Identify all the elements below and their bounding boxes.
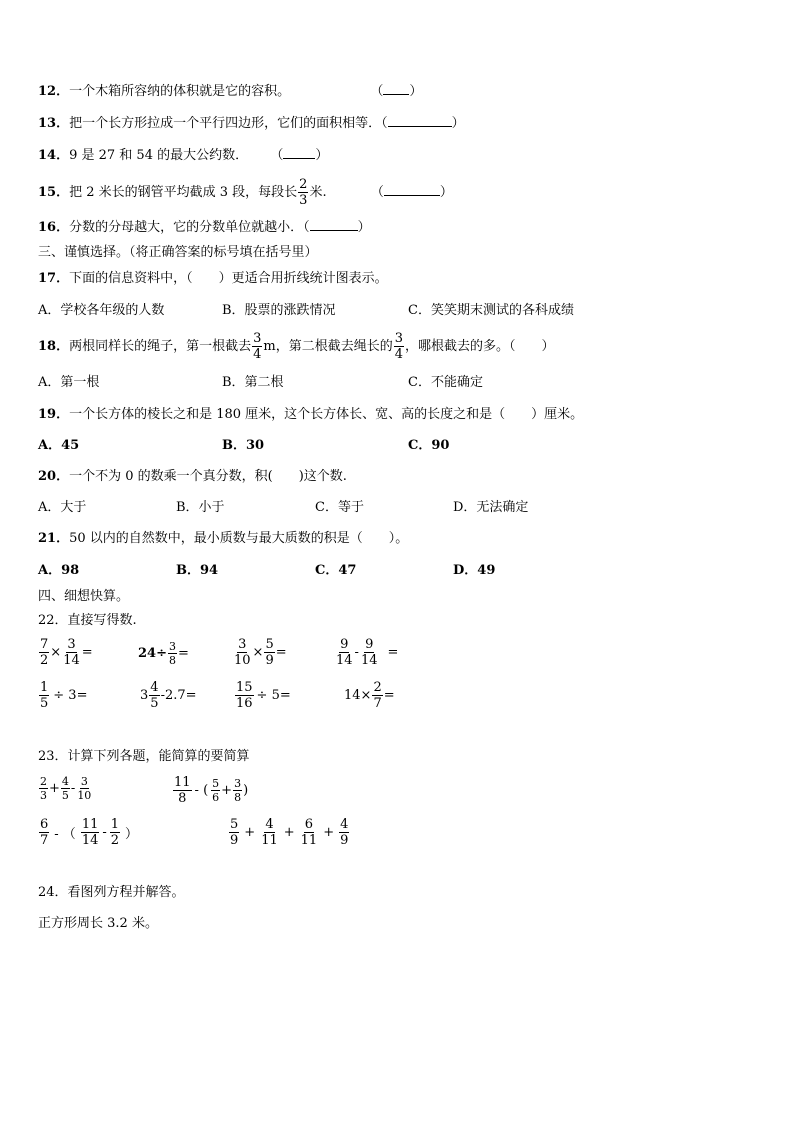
- question-number: 15．: [38, 185, 70, 200]
- fraction: $\frac{3}{4}$: [253, 331, 262, 362]
- question-14: 14．9 是 27 和 54 的最大公约数． （ ）: [38, 148, 329, 163]
- option-c[interactable]: C．不能确定: [408, 375, 483, 390]
- question-21: [38, 530, 408, 548]
- question-text: 一个不为 0 的数乘一个真分数，积( )这个数.: [69, 469, 347, 484]
- question-15: 15．把 2 米长的钢管平均截成 3 段，每段长 $\frac{2}{3}$ 米. （ ）: [38, 177, 453, 208]
- option-a[interactable]: A．学校各年级的人数: [38, 303, 165, 318]
- option-d[interactable]: D．49: [453, 563, 496, 578]
- option-b[interactable]: B．94: [176, 563, 219, 578]
- question-18: 18．两根同样长的绳子，第一根截去 $\frac{3}{4}$ m，第二根截去绳长的 $\frac{3}{4}$ ，哪根截去的多。（ ）: [38, 331, 555, 362]
- question-20: [38, 468, 347, 486]
- answer-blank[interactable]: [383, 82, 409, 95]
- question-text: 一个木箱所容纳的体积就是它的容积。: [69, 84, 291, 99]
- calc-expression: 14× $\frac{2}{7}$ =: [344, 680, 395, 711]
- option-a[interactable]: A．98: [38, 563, 80, 578]
- option-a[interactable]: A．45: [38, 438, 80, 453]
- question-19: [38, 406, 583, 424]
- option-b[interactable]: B．30: [222, 438, 265, 453]
- answer-blank[interactable]: [310, 218, 358, 231]
- fraction: $\frac{3}{4}$: [394, 331, 403, 362]
- question-24-title: 24．看图列方程并解答。: [38, 885, 185, 900]
- option-b[interactable]: B．小于: [176, 500, 225, 515]
- question-17: [38, 270, 388, 288]
- question-text: 两根同样长的绳子，第一根截去: [69, 339, 252, 354]
- question-16: 16．分数的分母越大，它的分数单位就越小．（ ）: [38, 220, 371, 235]
- question-number: 16．: [38, 220, 70, 235]
- question-22-title: 22．直接写得数.: [38, 613, 137, 628]
- calc-expression: $\frac{11}{8}$ - ( $\frac{5}{6}$ + $\frac{3}{8}$ ): [174, 775, 249, 806]
- question-text: 9 是 27 和 54 的最大公约数．: [69, 148, 249, 163]
- answer-blank[interactable]: [388, 114, 452, 127]
- calc-expression: $\frac{9}{14}$ - $\frac{9}{14}$ =: [336, 637, 399, 668]
- option-b[interactable]: B．第二根: [222, 375, 284, 390]
- question-text: 分数的分母越大，它的分数单位就越小．: [69, 220, 304, 235]
- question-text: 50 以内的自然数中，最小质数与最大质数的积是（ ）。: [69, 531, 409, 546]
- question-13: 13．把一个长方形拉成一个平行四边形，它们的面积相等．（ ）: [38, 116, 465, 131]
- option-b[interactable]: B．股票的涨跌情况: [222, 303, 336, 318]
- question-number: 13．: [38, 116, 70, 131]
- question-12: 12．一个木箱所容纳的体积就是它的容积。 （ ）: [38, 84, 423, 99]
- option-a[interactable]: A．大于: [38, 500, 87, 515]
- calc-expression: 24÷ $\frac{3}{8}$ =: [138, 640, 189, 667]
- option-d[interactable]: D．无法确定: [453, 500, 529, 515]
- calc-expression: 3 $\frac{4}{5}$ -2.7=: [140, 680, 197, 711]
- fraction: $\frac{2}{3}$: [299, 177, 308, 208]
- question-text: 下面的信息资料中，（ ）更适合用折线统计图表示。: [69, 271, 388, 286]
- question-number: 12．: [38, 84, 70, 99]
- option-c[interactable]: C．90: [408, 438, 450, 453]
- option-c[interactable]: C．笑笑期末测试的各科成绩: [408, 303, 574, 318]
- calc-expression: $\frac{3}{10}$ × $\frac{5}{9}$ =: [234, 637, 287, 668]
- option-c[interactable]: C．47: [315, 563, 357, 578]
- option-a[interactable]: A．第一根: [38, 375, 100, 390]
- question-text: 一个长方体的棱长之和是 180 厘米，这个长方体长、宽、高的长度之和是（ ）厘米。: [69, 407, 584, 422]
- question-number: 14．: [38, 148, 70, 163]
- calc-expression: $\frac{5}{9}$ + $\frac{4}{11}$ + $\frac{6}{11}$ + $\frac{4}{9}$: [230, 817, 349, 848]
- answer-blank[interactable]: [283, 146, 315, 159]
- question-number: 21．: [38, 531, 70, 546]
- calc-expression: $\frac{1}{5}$ ÷ 3=: [40, 680, 88, 711]
- section-heading-4: 四、细想快算。: [38, 589, 130, 604]
- calc-expression: $\frac{6}{7}$ - （ $\frac{11}{14}$ - $\frac{1}{2}$ ）: [40, 817, 139, 848]
- answer-blank[interactable]: [384, 183, 440, 196]
- question-text: 把一个长方形拉成一个平行四边形，它们的面积相等．: [69, 116, 382, 131]
- calc-expression: $\frac{2}{3}$ + $\frac{4}{5}$ - $\frac{3}{10}$: [40, 775, 92, 802]
- question-24-text: 正方形周长 3.2 米。: [38, 916, 158, 931]
- option-c[interactable]: C．等于: [315, 500, 364, 515]
- question-number: 20．: [38, 469, 70, 484]
- question-number: 17．: [38, 271, 70, 286]
- question-number: 18．: [38, 339, 70, 354]
- question-number: 19．: [38, 407, 70, 422]
- calc-expression: $\frac{15}{16}$ ÷ 5=: [236, 680, 291, 711]
- question-23-title: 23．计算下列各题，能简算的要简算: [38, 749, 250, 764]
- calc-expression: $\frac{7}{2}$ × $\frac{3}{14}$ =: [40, 637, 93, 668]
- question-text: 把 2 米长的钢管平均截成 3 段，每段长: [69, 185, 298, 200]
- section-heading-3: 三、谨慎选择。（将正确答案的标号填在括号里）: [38, 245, 318, 260]
